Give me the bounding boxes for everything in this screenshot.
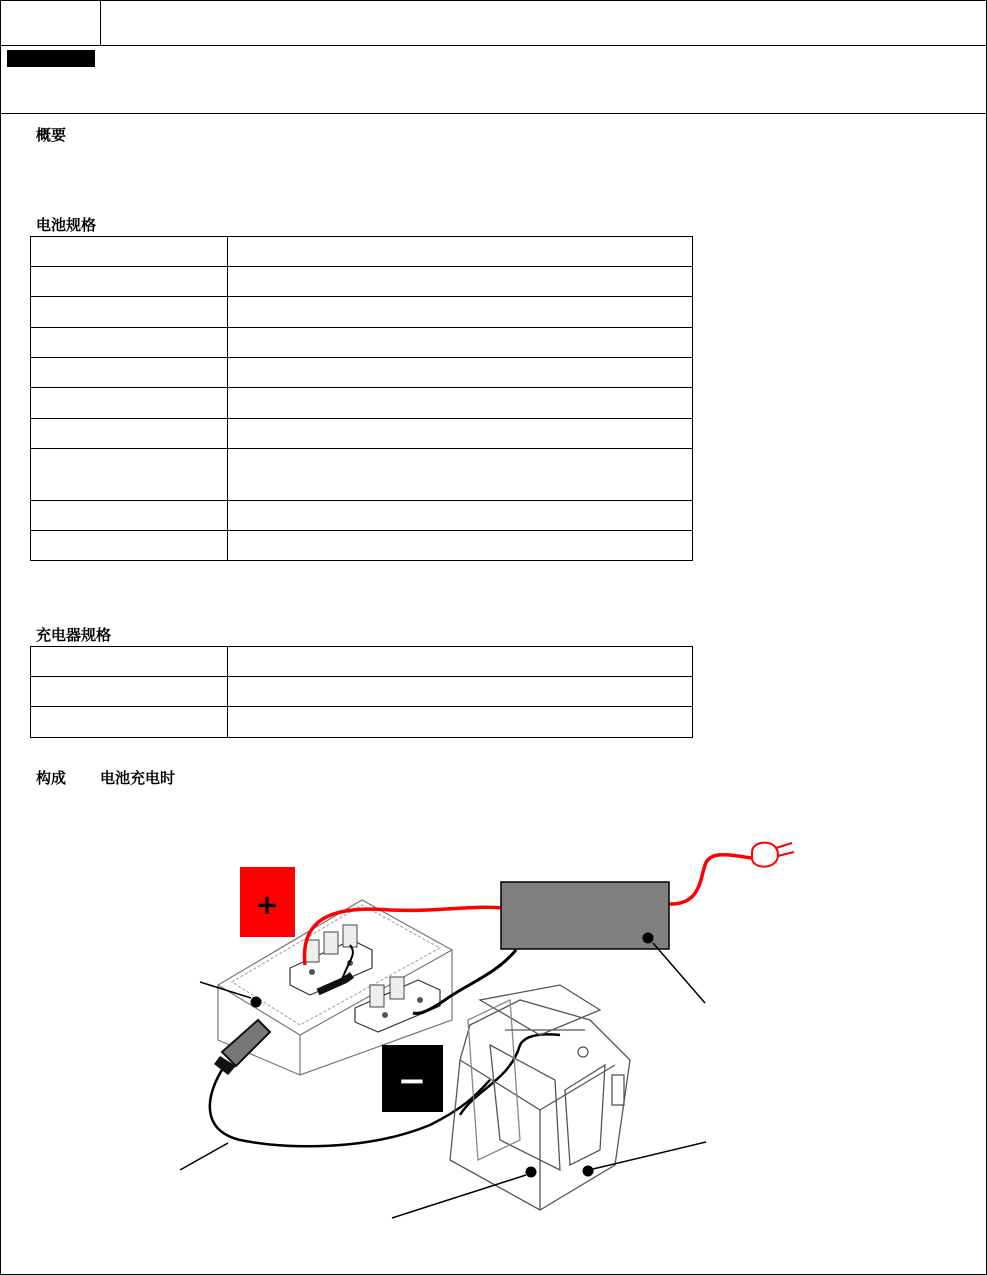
leader-line-battery <box>200 982 251 998</box>
positive-symbol: + <box>255 888 279 921</box>
callout-dot-stand-outer <box>583 1166 594 1177</box>
heading-composition-title: 电池充电时 <box>100 769 176 787</box>
negative-symbol: − <box>397 1061 427 1101</box>
heading-charger-spec: 充电器规格 <box>36 626 112 644</box>
terminal-block-right <box>355 977 440 1032</box>
leader-line-stand-outer <box>593 1142 706 1169</box>
callout-dot-battery <box>251 997 262 1008</box>
heading-overview: 概要 <box>36 126 67 144</box>
charge-connector <box>214 1020 270 1075</box>
callout-dot-stand-inner <box>526 1167 537 1178</box>
ac-cable <box>669 855 752 904</box>
heading-composition-prefix: 构成 <box>36 769 67 787</box>
leader-line-stand-inner <box>392 1175 526 1218</box>
plug-icon <box>752 843 794 867</box>
leader-line-cable <box>180 1143 228 1170</box>
output-cable <box>210 1065 490 1146</box>
leader-line-charger <box>653 943 705 1003</box>
callout-dot-charger <box>643 933 654 944</box>
heading-battery-spec: 电池规格 <box>36 216 97 234</box>
